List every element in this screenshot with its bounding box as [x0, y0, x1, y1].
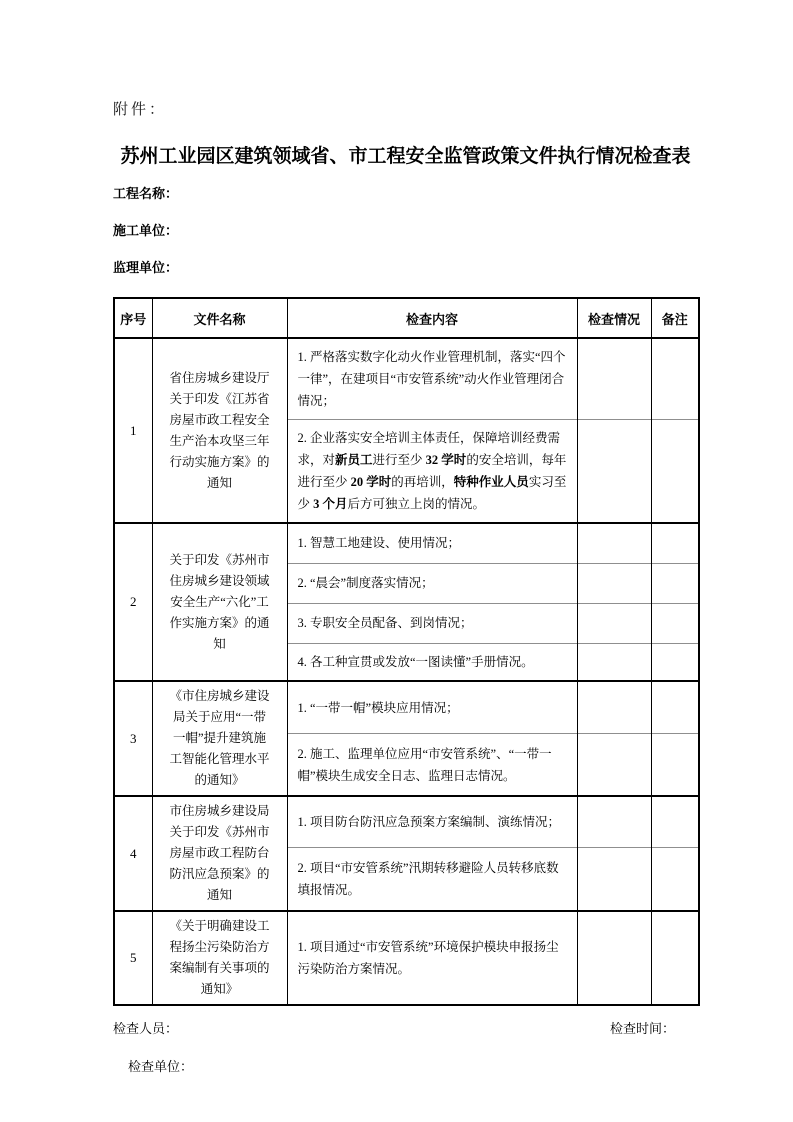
- status-cell: [577, 603, 651, 643]
- inspect-unit-label: 检查单位：: [128, 1059, 194, 1074]
- header-status: 检查情况: [577, 298, 651, 338]
- remark-cell: [651, 847, 699, 911]
- remark-cell: [651, 563, 699, 603]
- remark-cell: [651, 523, 699, 563]
- remark-cell: [651, 911, 699, 1005]
- table-row: [114, 911, 699, 1005]
- remark-cell: [651, 796, 699, 847]
- check-item-cell: 2. 项目“市安管系统”汛期转移避险人员转移底数填报情况。: [287, 847, 577, 911]
- table-row: [114, 523, 699, 563]
- doc-name-cell: 省住房城乡建设厅关于印发《江苏省房屋市政工程安全生产治本攻坚三年行动实施方案》的通知: [152, 338, 287, 523]
- row-number: 5: [114, 911, 152, 1005]
- inspection-table: [113, 297, 700, 1006]
- remark-cell: [651, 643, 699, 681]
- check-item-cell: 1. 项目通过“市安管系统”环境保护模块申报扬尘污染防治方案情况。: [287, 911, 577, 1005]
- check-item-cell: 2. 施工、监理单位应用“市安管系统”、“一带一帽”模块生成安全日志、监理日志情况。: [287, 734, 577, 797]
- remark-cell: [651, 420, 699, 524]
- header-remark: 备注: [651, 298, 699, 338]
- doc-name-cell: 《关于明确建设工程扬尘污染防治方案编制有关事项的通知》: [152, 911, 287, 1005]
- doc-name-cell: 《市住房城乡建设局关于应用“一带一帽”提升建筑施工智能化管理水平的通知》: [152, 681, 287, 796]
- supervision-unit-label: 监理单位：: [113, 260, 179, 275]
- table-row: [114, 681, 699, 734]
- header-fields: [113, 186, 698, 276]
- project-name-label: 工程名称：: [113, 186, 179, 201]
- row-number: 4: [114, 796, 152, 911]
- page-title: 苏州工业园区建筑领域省、市工程安全监管政策文件执行情况检查表: [120, 146, 691, 167]
- construction-unit-label: 施工单位：: [113, 223, 179, 238]
- status-cell: [577, 734, 651, 797]
- doc-name-cell: 市住房城乡建设局关于印发《苏州市房屋市政工程防台防汛应急预案》的通知: [152, 796, 287, 911]
- status-cell: [577, 796, 651, 847]
- status-cell: [577, 681, 651, 734]
- check-item-cell: 1. “一带一帽”模块应用情况；: [287, 681, 577, 734]
- remark-cell: [651, 603, 699, 643]
- table-row: [114, 338, 699, 420]
- remark-cell: [651, 338, 699, 420]
- row-number: 2: [114, 523, 152, 681]
- check-item-cell: 1. 项目防台防汛应急预案方案编制、演练情况；: [287, 796, 577, 847]
- status-cell: [577, 523, 651, 563]
- row-number: 3: [114, 681, 152, 796]
- status-cell: [577, 643, 651, 681]
- table-row: [114, 796, 699, 847]
- header-doc-name: 文件名称: [152, 298, 287, 338]
- remark-cell: [651, 734, 699, 797]
- header-content: 检查内容: [287, 298, 577, 338]
- remark-cell: [651, 681, 699, 734]
- inspect-time-label: 检查时间：: [609, 1021, 675, 1036]
- doc-name-cell: 关于印发《苏州市住房城乡建设领域安全生产“六化”工作实施方案》的通知: [152, 523, 287, 681]
- table-header-row: [114, 298, 699, 338]
- status-cell: [577, 911, 651, 1005]
- inspector-label: 检查人员：: [113, 1021, 179, 1036]
- row-number: 1: [114, 338, 152, 523]
- check-item-cell: 3. 专职安全员配备、到岗情况；: [287, 603, 577, 643]
- header-no: 序号: [114, 298, 152, 338]
- status-cell: [577, 338, 651, 420]
- check-item-cell: 4. 各工种宣贯或发放“一图读懂”手册情况。: [287, 643, 577, 681]
- check-item-cell: 2. 企业落实安全培训主体责任，保障培训经费需求，对新员工进行至少 32 学时的安全培训，每年进行至少 20 学时的再培训，特种作业人员实习至少 3 个月后方可独立上岗的情况。: [287, 420, 577, 524]
- attachment-label: 附件：: [113, 102, 168, 118]
- check-item-cell: 2. “晨会”制度落实情况；: [287, 563, 577, 603]
- check-item-cell: 1. 智慧工地建设、使用情况；: [287, 523, 577, 563]
- status-cell: [577, 847, 651, 911]
- footer-row: [113, 1020, 698, 1037]
- check-item-cell: 1. 严格落实数字化动火作业管理机制，落实“四个一律”，在建项目“市安管系统”动火作业管理闭合情况；: [287, 338, 577, 420]
- status-cell: [577, 420, 651, 524]
- status-cell: [577, 563, 651, 603]
